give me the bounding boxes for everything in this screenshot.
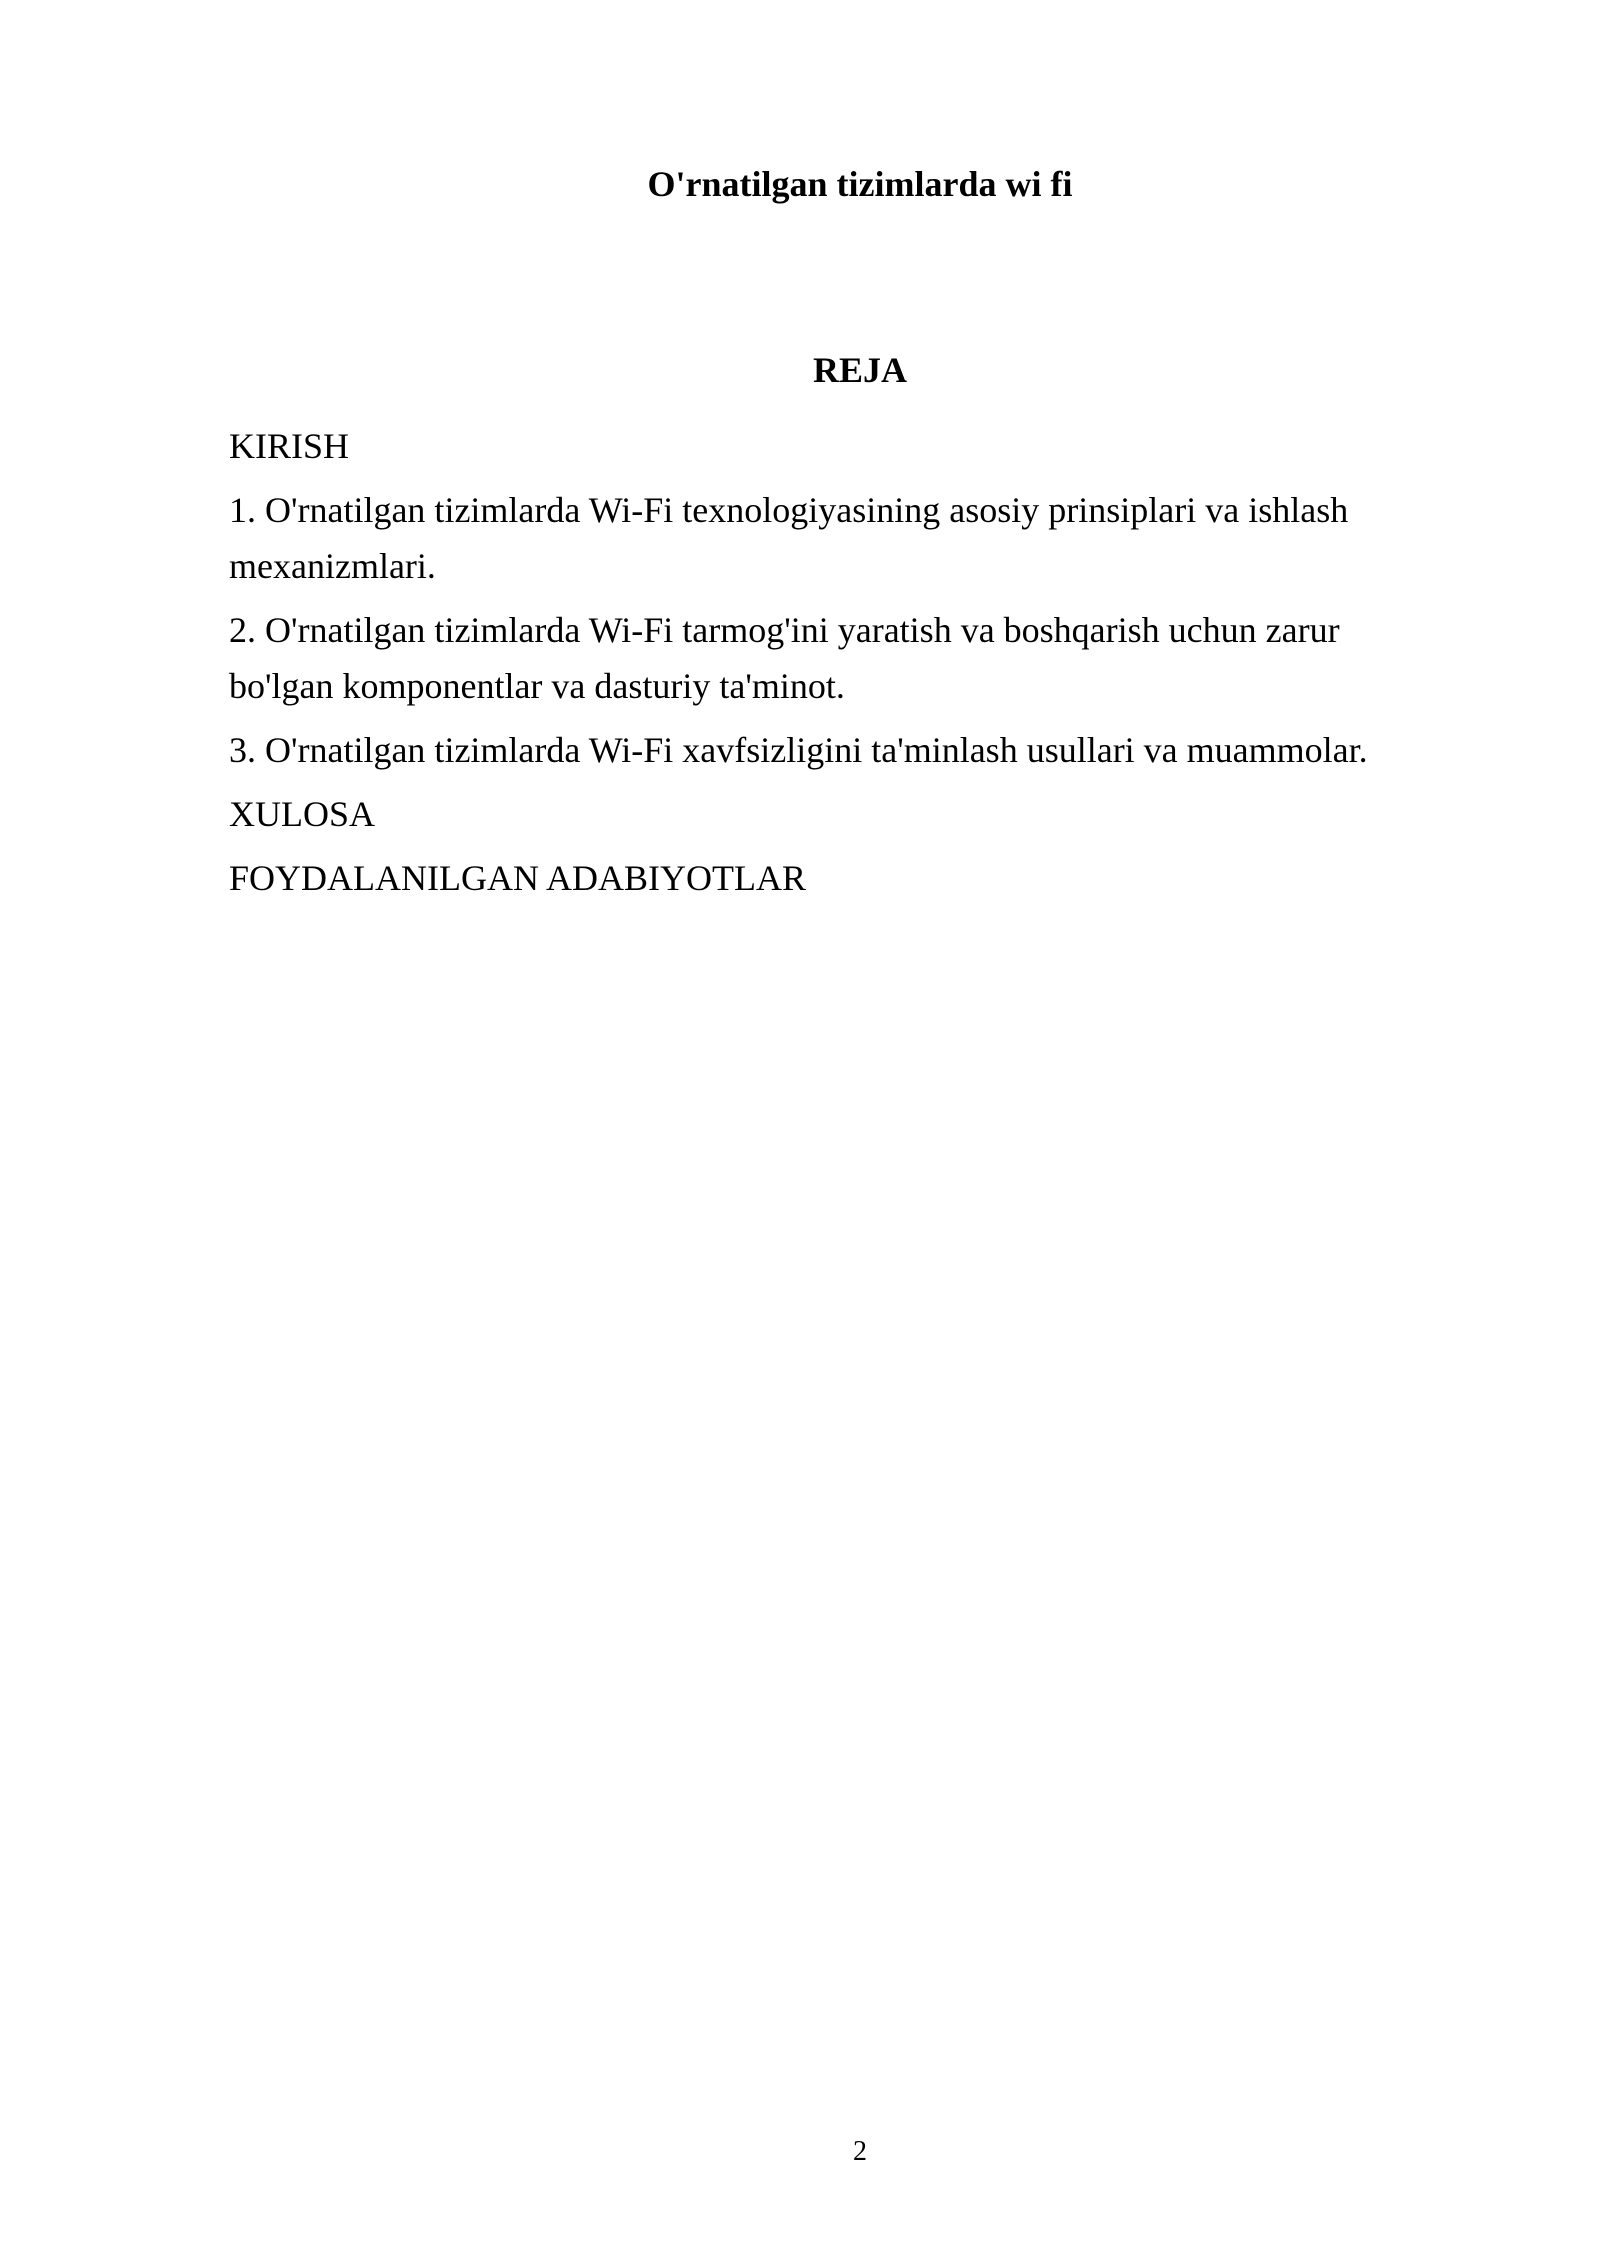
plan-item-1: 1. O'rnatilgan tizimlarda Wi-Fi texnologiyasining asosiy prinsiplari va ishlash mexanizmlari.	[229, 490, 1349, 586]
plan-heading: REJA	[812, 350, 907, 390]
plan-list	[229, 418, 1449, 914]
plan-item-conclusion: XULOSA	[229, 794, 376, 834]
plan-item-3: 3. O'rnatilgan tizimlarda Wi-Fi xavfsizligini ta'minlash usullari va muammolar.	[229, 730, 1368, 770]
plan-item-2: 2. O'rnatilgan tizimlarda Wi-Fi tarmog'ini yaratish va boshqarish uchun zarur bo'lgan komponentlar va dasturiy ta'minot.	[229, 610, 1340, 706]
plan-item-references: FOYDALANILGAN ADABIYOTLAR	[229, 858, 806, 898]
document-title: O'rnatilgan tizimlarda wi fi	[647, 164, 1073, 204]
plan-item-introduction: KIRISH	[229, 426, 350, 466]
page-number: 2	[853, 2136, 867, 2167]
